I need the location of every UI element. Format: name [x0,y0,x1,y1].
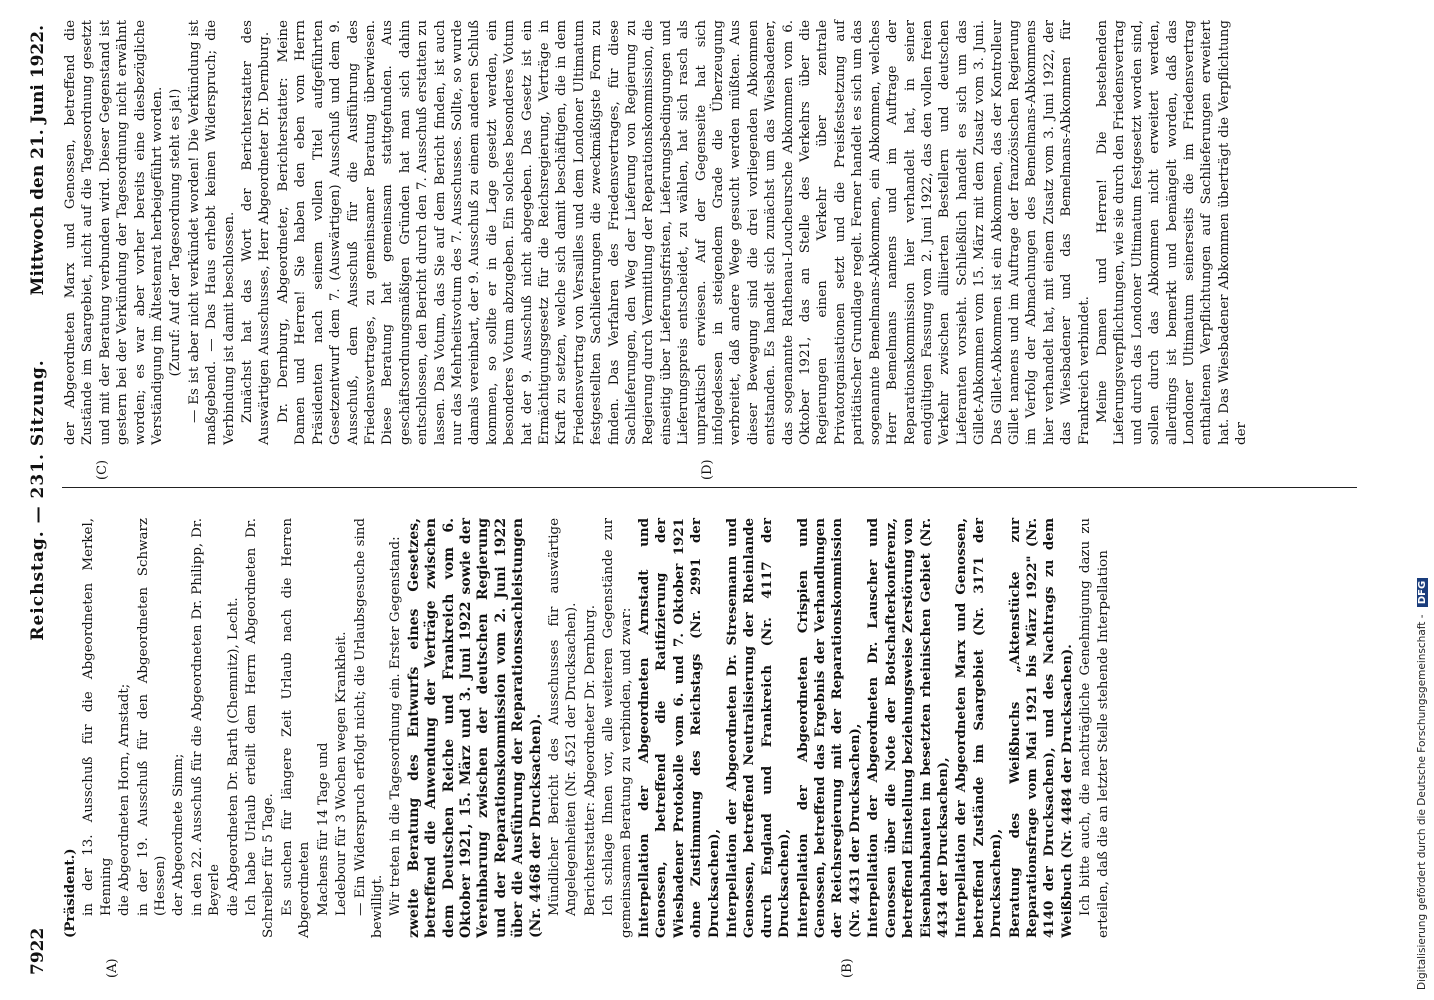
paragraph: Ich schlage Ihnen vor, alle weiteren Gegenstände zur gemeinsamen Beratung zu verbinden, und zwar: [601,518,634,938]
paragraph: in den 22. Ausschuß für die Abgeordneten Dr. Philipp, Dr. Beyerle [189,518,223,916]
paragraph: der Abgeordnete Simm; [171,753,187,916]
margin-marker-b: (B) [840,958,855,978]
left-column [62,518,1113,938]
column-divider [62,487,1357,488]
margin-marker-c: (C) [95,459,110,480]
page-header [28,25,58,975]
speech-paragraph: Dr. Dernburg, Abgeordneter, Berichterstatter: Meine Damen und Herren! Sie haben den eben vom Herrn Präsidenten nach seinem vollen Titel aufgeführten Gesetzentwurf dem 7. (Auswärtigen) Ausschuß und dem 9. Ausschuß, dem Ausschuß für die Ausführung des Friedensvertrages, zu gemeinsamer Beratung überwiesen. Diese Beratung hat gemeinsam stattgefunden. Aus geschäftsordnungsmäßigen Gründen hat man sich dahin entschlossen, den Bericht durch den 7. Ausschuß erstatten zu lassen. Das Votum, das Sie auf dem Bericht finden, ist auch nur das Mehrheitsvotum des 7. Ausschusses. Sollte, so wurde damals vereinbart, der 9. Ausschuß zu einem anderen Schluß kommen, so sollte er in die Lage gesetzt werden, ein besonderes Votum abzugeben. Ein solches besonderes Votum hat der 9. Ausschuß nicht abgegeben. Das Gesetz ist ein Ermächtigungsgesetz für die Reichsregierung, Verträge in Kraft zu setzen, welche sich damit beschäftigen, die in dem Friedensvertrag von Versailles und dem Londoner Ultimatum festgestellten Sachlieferungen die zweckmäßigste Form zu finden. Das Verfahren des Friedensvertrages, für diese Sachlieferungen, den Weg der Lieferung von Regierung zu Regierung durch Vermittlung der Reparationskommission, die einseitig über Lieferungsfristen, Lieferungsbedingungen und Lieferungspreis entscheidet, zu wählen, hat sich rasch als unpraktisch erwiesen. Auf der Gegenseite hat sich infolgedessen in steigendem Grade die Überzeugung verbreitet, daß andere Wege gesucht werden müßten. Aus dieser Bewegung sind die drei vorliegenden Abkommen entstanden. Es handelt sich zunächst um das Wiesbadener, das sogenannte Rathenau-Loucheursche Abkommen vom 6. Oktober 1921, das an Stelle des Verkehrs über die Regierungen einen Verkehr über zentrale Privatorganisationen setzt und die Preisfestsetzung auf paritätischer Grundlage regelt. Ferner handelt es sich um das sogenannte Bemelmans-Abkommen, ein Abkommen, welches Herr Bemelmans namens und im Auftrage der Reparationskommission hier verhandelt hat, in seiner endgültigen Fassung vom 2. Juni 1922, das den vollen freien Verkehr zwischen alliierten Bestellern und deutschen Lieferanten vorsieht. Schließlich handelt es sich um das Gillet-Abkommen vom 15. März mit dem Zusatz vom 3. Juni. Das Gillet-Abkommen ist ein Abkommen, das der Kontrolleur Gillet namens und im Auftrage der französischen Regierung im Verfolg der Abmachungen des Bemelmans-Abkommens hier verhandelt hat, mit einem Zusatz vom 3. Juni 1922, der das Wiesbadener und das Bemelmans-Abkommen für Frankreich verbindet. [275,20,1092,445]
agenda-item: Interpellation der Abgeordneten Arnstadt und Genossen, betreffend die Ratifizierung der Wiesbadener Protokolle vom 6. und 7. Oktober 1921 ohne Zustimmung des Reichstags (Nr. 2991 der Drucksachen), [636,518,722,938]
agenda-item: Interpellation der Abgeordneten Dr. Lauscher und Genossen über die Note der Botschafterkonferenz, betreffend Einstellung beziehungsweise Zerstörung von Eisenbahnbauten im besetzten rheinischen Gebiet (Nr. 4434 der Drucksachen), [865,518,951,938]
agenda-item: zweite Beratung des Entwurfs eines Gesetzes, betreffend die Anwendung der Verträge zwischen dem Deutschen Reiche und Frankreich vom 6. Oktober 1921, 15. März und 3. Juni 1922 sowie der Vereinbarung zwischen der deutschen Regierung und der Reparationskommission vom 2. Juni 1922 über die Ausführung der Reparationssachleistungen (Nr. 4468 der Drucksachen). [405,518,544,938]
paragraph: Es suchen für längere Zeit Urlaub nach die Herren Abgeordneten [279,518,313,938]
paragraph: — Ein Widerspruch erfolgt nicht; die Urlaubsgesuche sind bewilligt. [352,518,385,938]
agenda-item: Interpellation der Abgeordneten Crispien und Genossen, betreffend das Ergebnis der Verhandlungen der Reichsregierung mit der Reparationskommission (Nr. 4431 der Drucksachen), [794,518,863,938]
paragraph: in der 19. Ausschuß für den Abgeordneten Schwarz (Hessen) [135,518,169,916]
interjection: (Zuruf: Auf der Tagesordnung steht es ja!) [168,88,184,377]
dfg-logo: DFG [1417,578,1428,607]
session-title: Reichstag. — 231. Sitzung. [28,359,48,641]
page-number: 7922 [28,927,48,975]
agenda-item: Beratung des Weißbuchs „Aktenstücke zur Reparationsfrage vom Mai 1921 bis März 1922" (Nr. 4140 der Drucksachen), und des Nachtrags zu dem Weißbuch (Nr. 4484 der Drucksachen). [1006,518,1075,938]
right-column [62,20,1252,445]
paragraph: der Abgeordneten Marx und Genossen, betreffend die Zustände im Saargebiet, nicht auf die Tagesordnung gesetzt und mit der Beratung verbunden wird. Dieser Gegenstand ist gestern bei der Verkündung der Tagesordnung nicht erwähnt worden; es war aber vorher bereits eine diesbezügliche Verständigung im Ältestenrat herbeigeführt worden. [63,20,166,445]
paragraph: die Abgeordneten Horn, Arnstadt; [117,683,133,916]
margin-marker-a: (A) [105,958,120,978]
agenda-item: Interpellation der Abgeordneten Marx und Genossen, betreffend Zustände im Saargebiet (Nr. 3171 der Drucksachen), [953,518,1005,938]
paragraph: Wir treten in die Tagesordnung ein. Erster Gegenstand: [388,536,404,916]
paragraph: Zunächst hat das Wort der Berichterstatter des Auswärtigen Ausschusses, Herr Abgeordneter Dr. Dernburg. [240,20,273,445]
paragraph: Ich habe Urlaub erteilt dem Herrn Abgeordneten Dr. Schreiber für 5 Tage. [244,518,277,938]
speech-paragraph: Meine Damen und Herren! Die bestehenden Lieferungsverpflichtungen, wie sie durch den Friedensvertrag und durch das Londoner Ultimatum festgesetzt worden sind, sollen durch das Abkommen nicht erweitert werden, allerdings ist bemerkt und bemängelt worden, daß das Londoner Ultimatum seinerseits die im Friedensvertrag enthaltenen Verpflichtungen auf Sachlieferungen erweitert hat. Das Wiesbadener Abkommen überträgt die Verpflichtung der [1094,20,1250,445]
paragraph: Machens für 14 Tage und [315,742,331,916]
session-date: Mittwoch den 21. Juni 1922. [28,25,48,296]
funding-note: Digitalisierung gefördert durch die Deutsche Forschungsgemeinschaft - [1416,614,1428,990]
paragraph: Berichterstatter: Abgeordneter Dr. Dernburg. [582,605,598,916]
paragraph: die Abgeordneten Dr. Barth (Chemnitz), Lecht. [225,597,241,916]
paragraph: — Es ist aber nicht verkündet worden! Die Verkündung ist maßgebend. — Das Haus erhebt keinen Widerspruch; die Verbindung ist damit beschlossen. [186,20,237,445]
agenda-item: Interpellation der Abgeordneten Dr. Stresemann und Genossen, betreffend Neutralisierung der Rheinlande durch England und Frankreich (Nr. 4117 der Drucksachen), [724,518,793,938]
digitization-notice [1406,0,1434,1000]
paragraph: Ledebour für 3 Wochen wegen Krankheit. [334,631,350,916]
margin-marker-d: (D) [700,459,715,480]
paragraph: Ich bitte auch, die nachträgliche Genehmigung dazu zu erteilen, daß die an letzter Stelle stehende Interpellation [1078,518,1111,938]
speaker-label: (Präsident.) [62,848,78,938]
paragraph: in der 13. Ausschuß für die Abgeordneten Merkel, Henning [81,518,114,916]
paragraph: Mündlicher Bericht des Ausschusses für auswärtige Angelegenheiten (Nr. 4521 der Drucksachen). [546,518,580,916]
